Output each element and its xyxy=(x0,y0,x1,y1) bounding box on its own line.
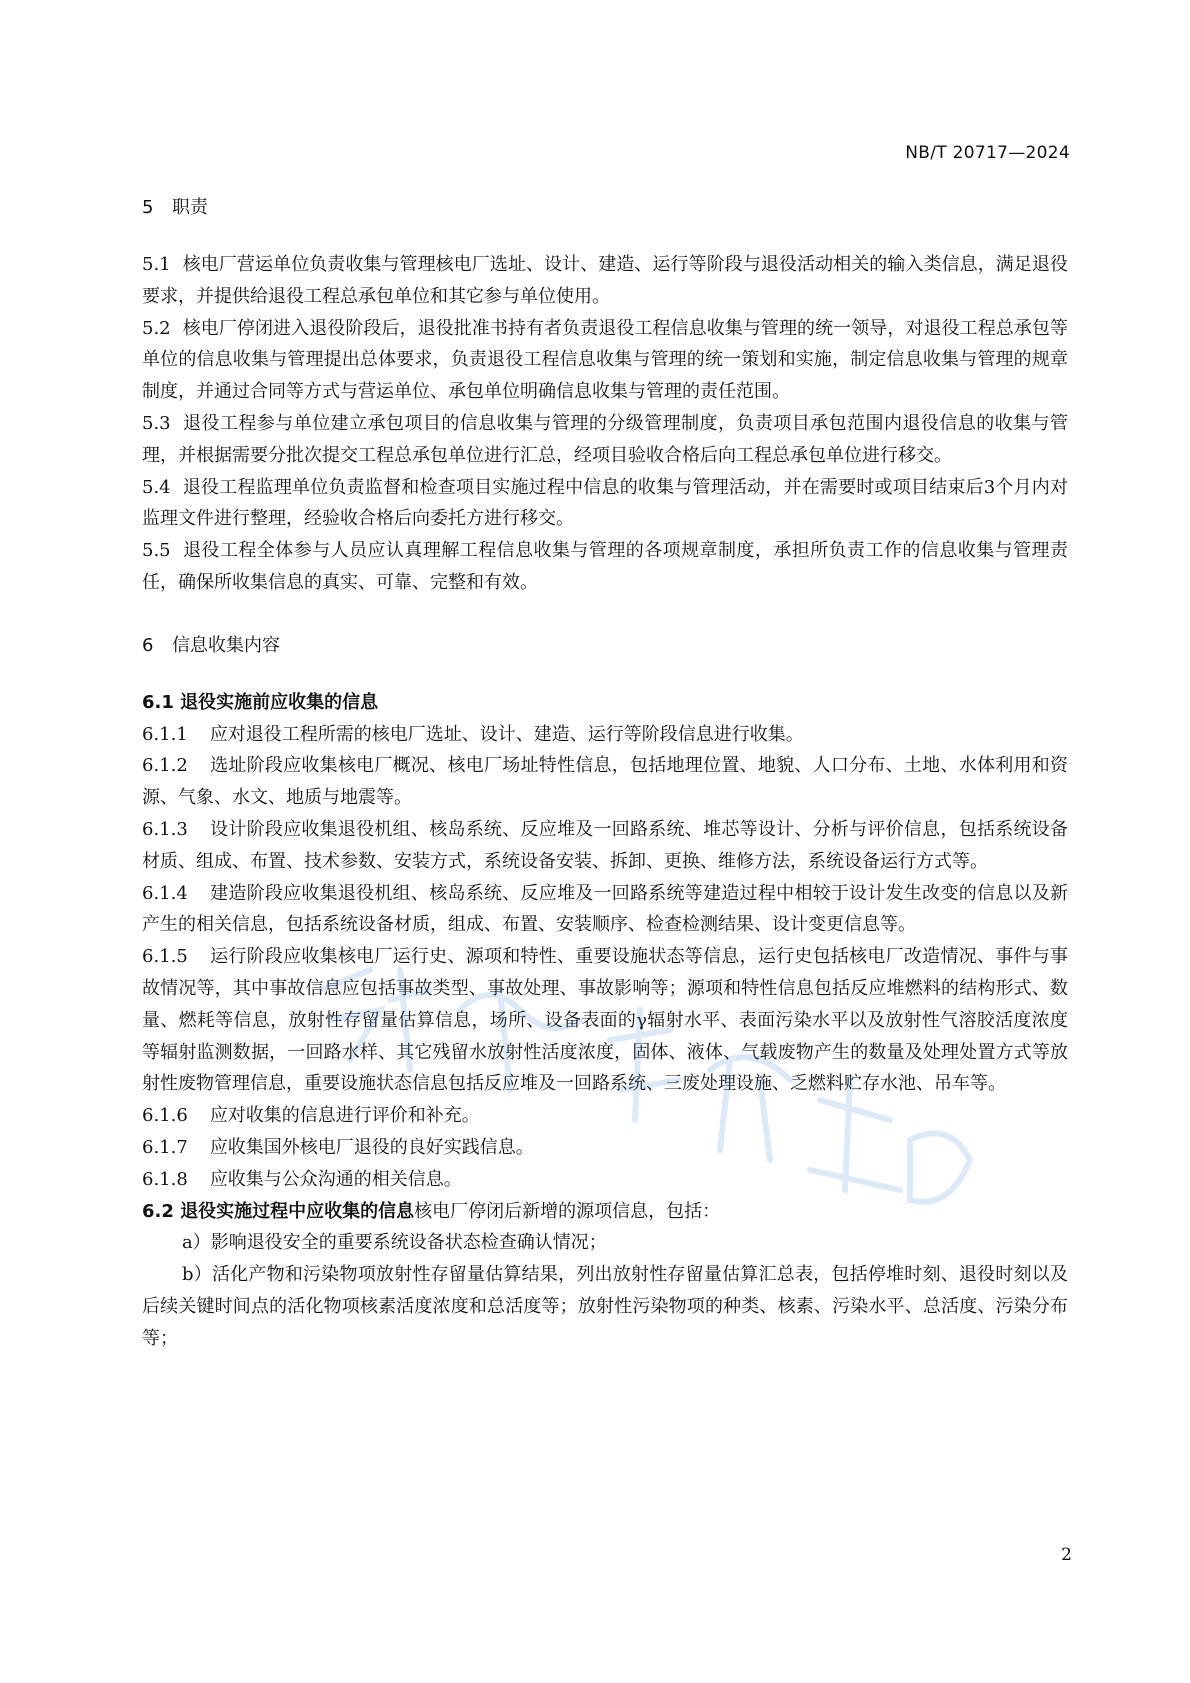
clause-6-1-7 xyxy=(142,1132,1068,1164)
subsection-intro: 核电厂停闭后新增的源项信息，包括： xyxy=(414,1200,721,1222)
list-text: 影响退役安全的重要系统设备状态检查确认情况； xyxy=(210,1232,607,1254)
clause-6-1-5 xyxy=(142,941,1068,1100)
clause-text: 退役工程参与单位建立承包项目的信息收集与管理的分级管理制度，负责项目承包范围内退役信息的收集与管理，并根据需要分批次提交工程总承包单位进行汇总，经项目验收合格后向工程总承包单位进行移交。 xyxy=(142,412,1068,466)
clause-text: 应收集国外核电厂退役的良好实践信息。 xyxy=(209,1136,534,1158)
page-number: 2 xyxy=(1061,1545,1072,1565)
clause-number: 5.1 xyxy=(142,254,171,275)
clause-6-1-3 xyxy=(142,814,1068,878)
list-item-a xyxy=(142,1227,1068,1259)
section-6-heading xyxy=(142,631,1068,661)
clause-number: 6.1.6 xyxy=(142,1105,188,1127)
section-5-heading xyxy=(142,193,1068,223)
clause-number: 6.1.1 xyxy=(142,723,188,745)
clause-text: 建造阶段应收集退役机组、核岛系统、反应堆及一回路系统等建造过程中相较于设计发生改变的信息以及新产生的相关信息，包括系统设备材质，组成、布置、安装顺序、检查检测结果、设计变更信息等。 xyxy=(142,882,1068,936)
section-title: 职责 xyxy=(172,197,208,218)
clause-number: 5.2 xyxy=(142,317,171,339)
subsection-6-2 xyxy=(142,1196,1068,1228)
clause-number: 5.3 xyxy=(142,412,171,434)
clause-number: 6.1.5 xyxy=(142,946,188,968)
list-label: b） xyxy=(182,1264,212,1286)
list-item-b xyxy=(142,1259,1068,1354)
clause-text: 应对退役工程所需的核电厂选址、设计、建造、运行等阶段信息进行收集。 xyxy=(209,723,804,745)
clause-number: 6.1.3 xyxy=(142,818,188,840)
clause-6-1-1 xyxy=(142,719,1068,751)
clause-text: 应对收集的信息进行评价和补充。 xyxy=(209,1105,480,1127)
clause-6-1-2 xyxy=(142,750,1068,814)
clause-5-3 xyxy=(142,408,1068,472)
clause-5-1 xyxy=(142,249,1068,313)
clause-6-1-4 xyxy=(142,878,1068,942)
clause-number: 5.5 xyxy=(142,540,171,562)
standard-code: NB/T 20717—2024 xyxy=(905,143,1070,163)
clause-text: 设计阶段应收集退役机组、核岛系统、反应堆及一回路系统、堆芯等设计、分析与评价信息，包括系统设备材质、组成、布置、技术参数、安装方式，系统设备安装、拆卸、更换、维修方法，系统设备运行方式等。 xyxy=(142,818,1068,872)
clause-text: 运行阶段应收集核电厂运行史、源项和特性、重要设施状态等信息，运行史包括核电厂改造情况、事件与事故情况等，其中事故信息应包括事故类型、事故处理、事故影响等；源项和特性信息包括反应堆燃料的结构形式、数量、燃耗等信息，放射性存留量估算信息，场所、设备表面的γ辐射水平、表面污染水平以及放射性气溶胶活度浓度等辐射监测数据，一回路水样、其它残留水放射性活度浓度，固体、液体、气载废物产生的数量及处理处置方式等放射性废物管理信息，重要设施状态信息包括反应堆及一回路系统、三废处理设施、乏燃料贮存水池、吊车等。 xyxy=(142,946,1068,1095)
subsection-6-2-heading: 6.2 退役实施过程中应收集的信息 xyxy=(142,1200,415,1222)
clause-5-5 xyxy=(142,535,1068,599)
clause-number: 6.1.2 xyxy=(142,755,188,777)
clause-number: 6.1.7 xyxy=(142,1136,188,1158)
clause-5-2 xyxy=(142,313,1068,408)
subsection-6-1-heading: 6.1 退役实施前应收集的信息 xyxy=(142,691,379,713)
clause-6-1-8 xyxy=(142,1164,1068,1196)
section-number: 6 xyxy=(142,634,154,656)
clause-text: 核电厂停闭进入退役阶段后，退役批准书持有者负责退役工程信息收集与管理的统一领导，对退役工程总承包等单位的信息收集与管理提出总体要求，负责退役工程信息收集与管理的统一策划和实施，制定信息收集与管理的规章制度，并通过合同等方式与营运单位、承包单位明确信息收集与管理的责任范围。 xyxy=(142,317,1068,403)
document-body xyxy=(142,193,1068,1355)
clause-text: 退役工程监理单位负责监督和检查项目实施过程中信息的收集与管理活动，并在需要时或项目结束后3个月内对监理文件进行整理，经验收合格后向委托方进行移交。 xyxy=(142,476,1068,530)
list-text: 活化产物和污染物项放射性存留量估算结果，列出放射性存留量估算汇总表，包括停堆时刻、退役时刻以及后续关键时间点的活化物项核素活度浓度和总活度等；放射性污染物项的种类、核素、污染水平、总活度、污染分布等； xyxy=(142,1264,1068,1349)
clause-6-1-6 xyxy=(142,1100,1068,1132)
clause-5-4 xyxy=(142,472,1068,536)
list-label: a） xyxy=(182,1232,211,1254)
clause-number: 5.4 xyxy=(142,476,171,498)
clause-text: 退役工程全体参与人员应认真理解工程信息收集与管理的各项规章制度，承担所负责工作的信息收集与管理责任，确保所收集信息的真实、可靠、完整和有效。 xyxy=(142,540,1068,593)
clause-number: 6.1.8 xyxy=(142,1168,188,1190)
clause-text: 应收集与公众沟通的相关信息。 xyxy=(209,1168,462,1190)
clause-text: 选址阶段应收集核电厂概况、核电厂场址特性信息，包括地理位置、地貌、人口分布、土地、水体利用和资源、气象、水文、地质与地震等。 xyxy=(142,755,1068,809)
clause-text: 核电厂营运单位负责收集与管理核电厂选址、设计、建造、运行等阶段与退役活动相关的输入类信息，满足退役要求，并提供给退役工程总承包单位和其它参与单位使用。 xyxy=(142,254,1068,307)
section-number: 5 xyxy=(142,197,154,218)
section-title: 信息收集内容 xyxy=(172,634,280,656)
clause-number: 6.1.4 xyxy=(142,882,188,904)
